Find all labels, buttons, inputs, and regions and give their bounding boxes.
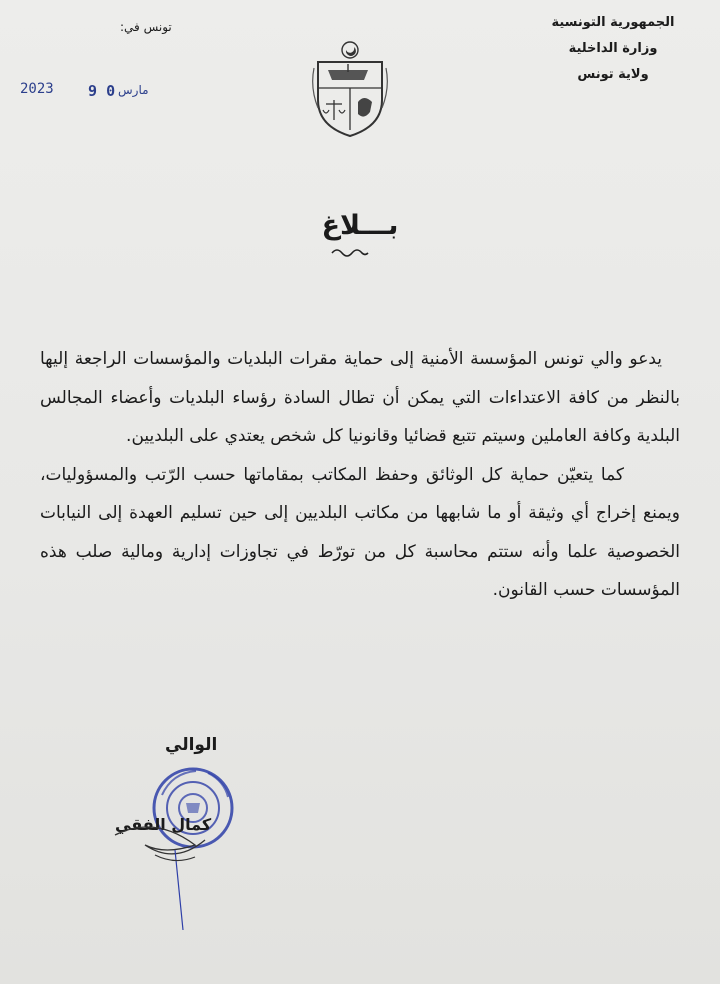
signature-block (95, 735, 235, 945)
signatory-name: كمال الفقي (115, 815, 212, 834)
document-title: بـــلاغ (321, 210, 399, 241)
place-label: تونس في: (120, 20, 172, 34)
date-stamp (18, 78, 218, 102)
governorate-name: ولاية تونس (577, 67, 649, 82)
ministry-name: وزارة الداخلية (568, 41, 658, 56)
letterhead (528, 10, 698, 88)
signatory-title: الوالي (165, 735, 218, 755)
title-ornament-icon (330, 246, 370, 258)
handwritten-signature-icon (95, 795, 235, 945)
date-year: 2023 (20, 81, 54, 97)
paragraph-2: كما يتعيّن حماية كل الوثائق وحفظ المكاتب بمقاماتها حسب الرّتب والمسؤوليات، ويمنع إخراج أي وثيقة أو ما شابهها من مكاتب البلديين إلى حين تسليم العهدة إلى النيابات الخصوصية علما وأنه ستتم محاسبة كل من تورّط في تجاوزات إدارية ومالية صلب هذه المؤسسات حسب القانون. (40, 464, 680, 600)
country-name: الجمهورية التونسية (551, 15, 675, 30)
announcement-body (40, 340, 680, 610)
paragraph-1: يدعو والي تونس المؤسسة الأمنية إلى حماية مقرات البلديات والمؤسسات الراجعة إليها بالنظر من كافة الاعتداءات التي يمكن أن تطال السادة رؤساء البلديات وأعضاء المجالس البلدية وكافة العاملين وسيتم تتبع قضائيا وقانونيا كل شخص يعتدي على البلديين. (40, 349, 680, 446)
coat-of-arms-icon (308, 38, 392, 140)
date-day: 0 9 (88, 82, 116, 100)
date-month: مارس (118, 83, 149, 97)
